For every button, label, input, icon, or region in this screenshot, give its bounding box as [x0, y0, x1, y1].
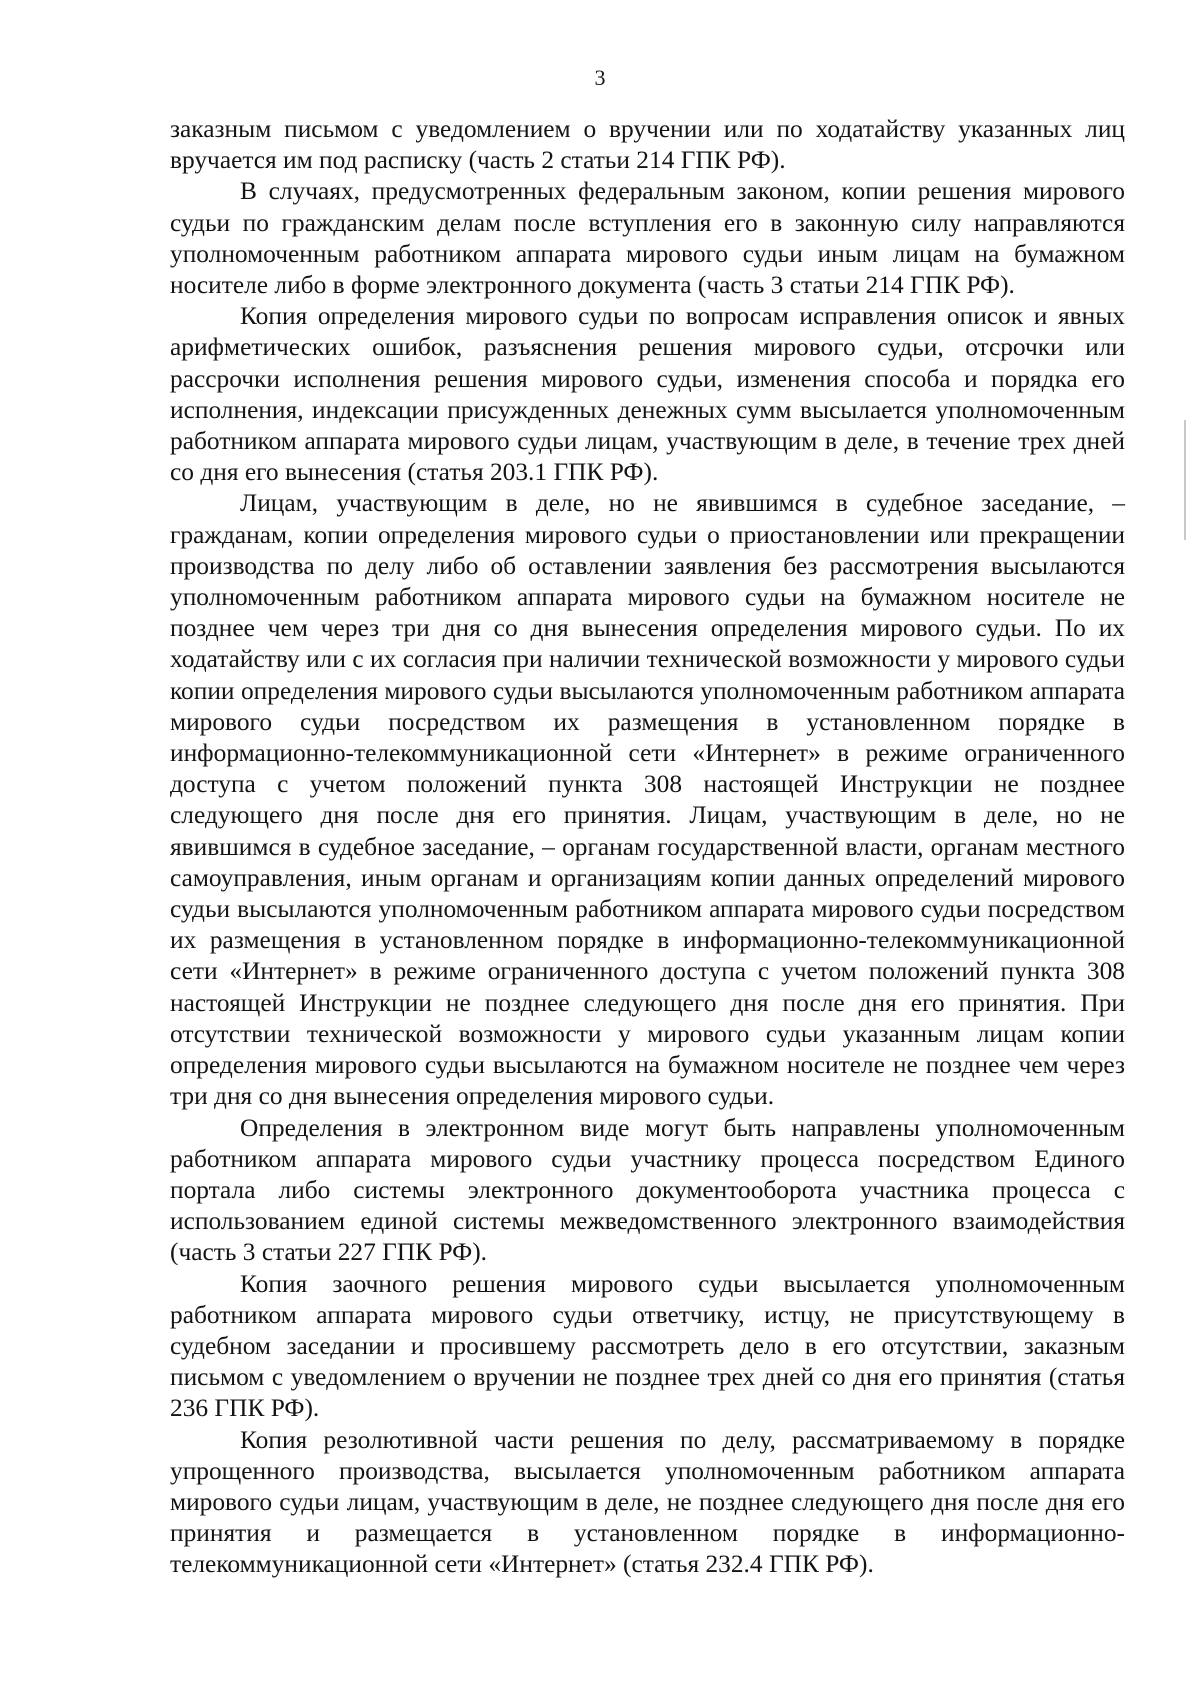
paragraph-correction-ruling: Копия определения мирового судьи по вопросам исправления описок и явных арифметических ошибок, разъяснения решения мирового судьи, отсрочки или рассрочки исполнения решения мирового судьи, изменения способа и порядка его исполнения, индексации присужденных денежных сумм высылается уполномоченным работником аппарата мирового судьи лицам, участвующим в деле, в течение трех дней со дня его вынесения (статья 203.1 ГПК РФ). [170, 302, 1125, 487]
document-body [170, 114, 1125, 1581]
paragraph-default-judgment: Копия заочного решения мирового судьи высылается уполномоченным работником аппарата мирового судьи ответчику, истцу, не присутствующему в судебном заседании и просившему рассмотреть дело в его отсутствии, заказным письмом с уведомлением о вручении не позднее трех дней со дня его принятия (статья 236 ГПК РФ). [170, 1269, 1125, 1423]
scan-edge-mark [1184, 420, 1186, 540]
paragraph-continuation: заказным письмом с уведомлением о вручении или по ходатайству указанных лиц вручается им под расписку (часть 2 статьи 214 ГПК РФ). [170, 115, 1125, 175]
paragraph-simplified-procedure: Копия резолютивной части решения по делу, рассматриваемому в порядке упрощенного производства, высылается уполномоченным работником аппарата мирового судьи лицам, участвующим в деле, не позднее следующего дня после дня его принятия и размещается в установленном порядке в информационно-телекоммуникационной сети «Интернет» (статья 232.4 ГПК РФ). [170, 1425, 1125, 1579]
paragraph-copies-of-decision: В случаях, предусмотренных федеральным законом, копии решения мирового судьи по гражданским делам после вступления его в законную силу направляются уполномоченным работником аппарата мирового судьи иным лицам на бумажном носителе либо в форме электронного документа (часть 3 статьи 214 ГПК РФ). [170, 177, 1125, 300]
paragraph-electronic-rulings: Определения в электронном виде могут быть направлены уполномоченным работником аппарата мирового судьи участнику процесса посредством Единого портала либо системы электронного документооборота участника процесса с использованием единой системы межведомственного электронного взаимодействия (часть 3 статьи 227 ГПК РФ). [170, 1113, 1125, 1267]
page-number: 3 [594, 65, 606, 90]
paragraph-absent-parties: Лицам, участвующим в деле, но не явившимся в судебное заседание, – гражданам, копии определения мирового судьи о приостановлении или прекращении производства по делу либо об оставлении заявления без рассмотрения высылаются уполномоченным работником аппарата мирового судьи на бумажном носителе не позднее чем через три дня со дня вынесения определения мирового судьи. По их ходатайству или с их согласия при наличии технической возможности у мирового судьи копии определения мирового судьи высылаются уполномоченным работником аппарата мирового судьи посредством их размещения в установленном порядке в информационно-телекоммуникационной сети «Интернет» в режиме ограниченного доступа с учетом положений пункта 308 настоящей Инструкции не позднее следующего дня после дня его принятия. Лицам, участвующим в деле, но не явившимся в судебное заседание, – органам государственной власти, органам местного самоуправления, иным органам и организациям копии данных определений мирового судьи высылаются уполномоченным работником аппарата мирового судьи посредством их размещения в установленном порядке в информационно-телекоммуникационной сети «Интернет» в режиме ограниченного доступа с учетом положений пункта 308 настоящей Инструкции не позднее следующего дня после дня его принятия. При отсутствии технической возможности у мирового судьи указанным лицам копии определения мирового судьи высылаются на бумажном носителе не позднее чем через три дня со дня вынесения определения мирового судьи. [170, 489, 1125, 1111]
